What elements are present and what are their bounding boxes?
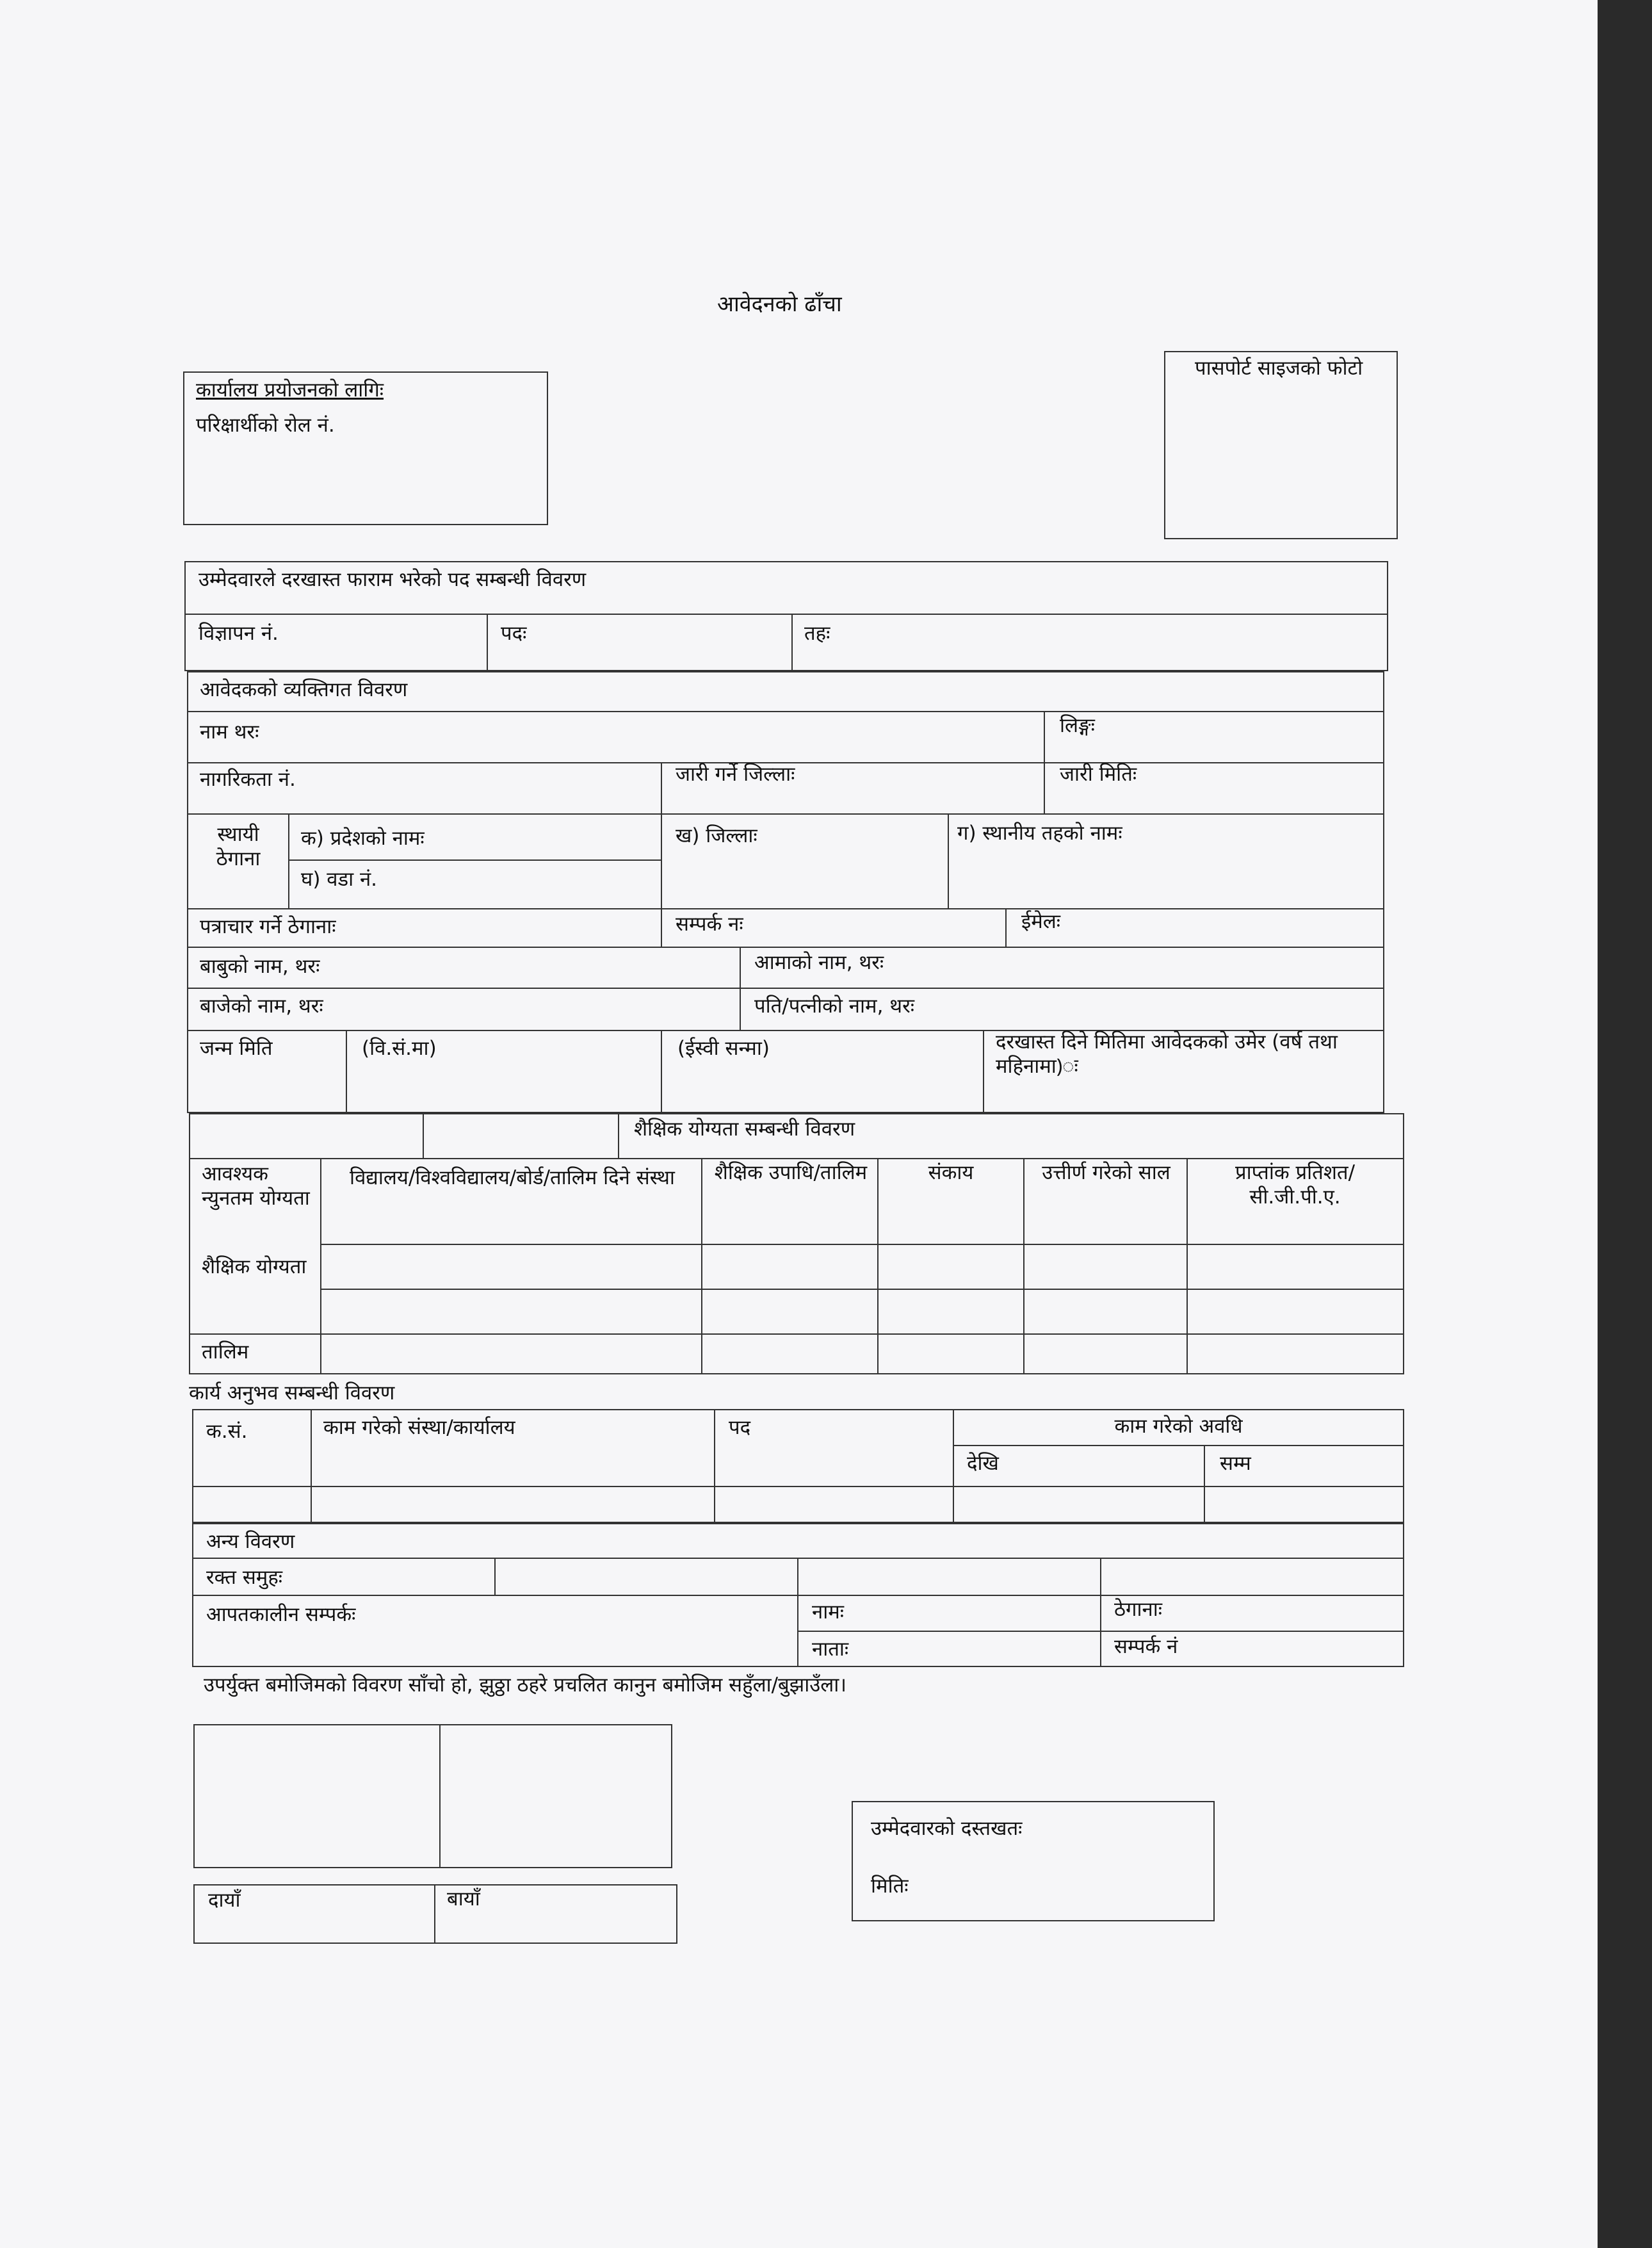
mother-name-label[interactable]: आमाको नाम, थरः	[754, 951, 884, 974]
gender-label[interactable]: लिङ्गः	[1060, 714, 1095, 737]
divider	[661, 813, 662, 908]
divider	[701, 1158, 702, 1374]
col-degree: शैक्षिक उपाधि/तालिम	[714, 1161, 868, 1184]
ward-label[interactable]: घ) वडा नं.	[301, 868, 378, 891]
divider	[1186, 1158, 1188, 1374]
col-required-qualification: आवश्यक न्युनतम योग्यता	[202, 1162, 310, 1210]
divider	[1005, 908, 1007, 947]
col-post: पद	[729, 1416, 751, 1439]
divider	[192, 1595, 1404, 1596]
divider	[1044, 762, 1045, 813]
divider	[487, 614, 488, 671]
ec-phone-label[interactable]: सम्पर्क नं	[1114, 1635, 1178, 1658]
divider	[187, 813, 1384, 815]
contact-label[interactable]: सम्पर्क नः	[676, 913, 743, 936]
post-label[interactable]: पदः	[501, 622, 527, 645]
divider	[791, 614, 793, 671]
divider	[1044, 711, 1045, 762]
divider	[192, 1486, 1404, 1487]
divider	[346, 1030, 347, 1113]
right-thumb-label: दायाँ	[208, 1889, 241, 1912]
col-work-period: काम गरेको अवधि	[1114, 1415, 1243, 1438]
col-score: प्राप्तांक प्रतिशत/सी.जी.पी.ए.	[1235, 1161, 1356, 1209]
grandfather-name-label[interactable]: बाजेको नाम, थरः	[200, 995, 323, 1018]
col-institution: विद्यालय/विश्वविद्यालय/बोर्ड/तालिम दिने संस्था	[350, 1166, 675, 1189]
dob-ad-label[interactable]: (ईस्वी सन्मा)	[677, 1037, 770, 1060]
email-label[interactable]: ईमेलः	[1021, 910, 1061, 933]
form-title: आवेदनको ढाँचा	[717, 291, 842, 317]
mailing-address-label[interactable]: पत्राचार गर्ने ठेगानाः	[200, 915, 336, 938]
col-organization: काम गरेको संस्था/कार्यालय	[323, 1416, 515, 1439]
experience-heading: कार्य अनुभव सम्बन्धी विवरण	[189, 1381, 395, 1405]
signature-label: उम्मेदवारको दस्तखतः	[871, 1817, 1023, 1840]
dob-bs-label[interactable]: (वि.सं.मा)	[362, 1037, 437, 1060]
dob-label: जन्म मिति	[200, 1037, 273, 1060]
divider	[189, 1333, 1404, 1335]
signature-date-label: मितिः	[871, 1875, 909, 1898]
age-label[interactable]: दरखास्त दिने मितिमा आवेदकको उमेर (वर्ष तथा महिनामा)ः	[996, 1030, 1338, 1078]
row-training-label: तालिम	[202, 1340, 249, 1364]
father-name-label[interactable]: बाबुको नाम, थरः	[200, 955, 320, 978]
ad-no-label[interactable]: विज्ञापन नं.	[198, 622, 279, 645]
divider	[1023, 1158, 1024, 1374]
divider	[618, 1113, 619, 1158]
divider	[661, 762, 662, 813]
divider	[288, 813, 289, 908]
citizenship-label[interactable]: नागरिकता नं.	[200, 768, 296, 791]
emergency-contact-label: आपतकालीन सम्पर्कः	[206, 1603, 356, 1626]
divider	[797, 1558, 798, 1667]
district-label[interactable]: ख) जिल्लाः	[676, 824, 757, 847]
thumbprint-box	[193, 1724, 672, 1868]
office-use-heading: कार्यालय प्रयोजनको लागिः	[196, 379, 384, 402]
thumbprint-label-box	[193, 1884, 677, 1944]
permanent-address-label: स्थायी ठेगाना	[216, 823, 261, 870]
spouse-name-label[interactable]: पति/पत्नीको नाम, थरः	[754, 995, 915, 1018]
personal-heading: आवेदकको व्यक्तिगत विवरण	[200, 678, 408, 701]
divider	[187, 988, 1384, 989]
declaration-text: उपर्युक्त बमोजिमको विवरण साँचो हो, झुठ्ठा ठहरे प्रचलित कानुन बमोजिम सहुँला/बुझाउँला।	[204, 1674, 847, 1697]
ec-address-label[interactable]: ठेगानाः	[1114, 1598, 1162, 1621]
col-from: देखि	[967, 1452, 999, 1475]
divider	[439, 1724, 441, 1868]
local-level-label[interactable]: ग) स्थानीय तहको नामः	[957, 822, 1122, 845]
divider	[714, 1409, 715, 1523]
left-thumb-label: बायाँ	[447, 1887, 480, 1910]
photo-label: पासपोर्ट साइजको फोटो	[1195, 357, 1363, 380]
divider	[423, 1113, 424, 1158]
divider	[948, 813, 949, 908]
divider	[288, 859, 661, 861]
divider	[661, 1030, 662, 1113]
col-passed-year: उत्तीर्ण गरेको साल	[1042, 1161, 1170, 1184]
divider	[661, 908, 662, 947]
roll-no-label: परिक्षार्थीको रोल नं.	[196, 414, 335, 437]
divider	[1204, 1445, 1205, 1523]
divider	[797, 1631, 1404, 1632]
name-label[interactable]: नाम थरः	[200, 721, 259, 744]
col-sn: क.सं.	[206, 1420, 248, 1443]
divider	[184, 614, 1388, 615]
divider	[187, 711, 1384, 712]
divider	[1100, 1558, 1101, 1667]
divider	[320, 1289, 1404, 1290]
divider	[877, 1158, 879, 1374]
issue-date-label[interactable]: जारी मितिः	[1060, 763, 1137, 786]
issue-district-label[interactable]: जारी गर्ने जिल्लाः	[676, 763, 795, 786]
divider	[494, 1558, 496, 1595]
divider	[953, 1445, 1404, 1446]
province-label[interactable]: क) प्रदेशको नामः	[301, 827, 425, 850]
divider	[320, 1158, 321, 1374]
level-label[interactable]: तहः	[804, 622, 830, 645]
divider	[187, 908, 1384, 909]
divider	[189, 1158, 1404, 1159]
divider	[434, 1884, 435, 1944]
divider	[983, 1030, 984, 1113]
divider	[187, 947, 1384, 948]
post-section-heading: उम्मेदवारले दरखास्त फाराम भरेको पद सम्बन्धी विवरण	[198, 568, 587, 591]
col-to: सम्म	[1220, 1452, 1251, 1475]
blood-group-label[interactable]: रक्त समुहः	[206, 1566, 283, 1589]
other-heading: अन्य विवरण	[206, 1530, 295, 1553]
ec-name-label[interactable]: नामः	[812, 1600, 845, 1624]
ec-relation-label[interactable]: नाताः	[812, 1638, 849, 1661]
education-heading: शैक्षिक योग्यता सम्बन्धी विवरण	[634, 1118, 855, 1141]
divider	[320, 1244, 1404, 1245]
row-academic-label: शैक्षिक योग्यता	[202, 1255, 307, 1278]
divider	[311, 1409, 312, 1523]
col-faculty: संकाय	[928, 1161, 974, 1184]
